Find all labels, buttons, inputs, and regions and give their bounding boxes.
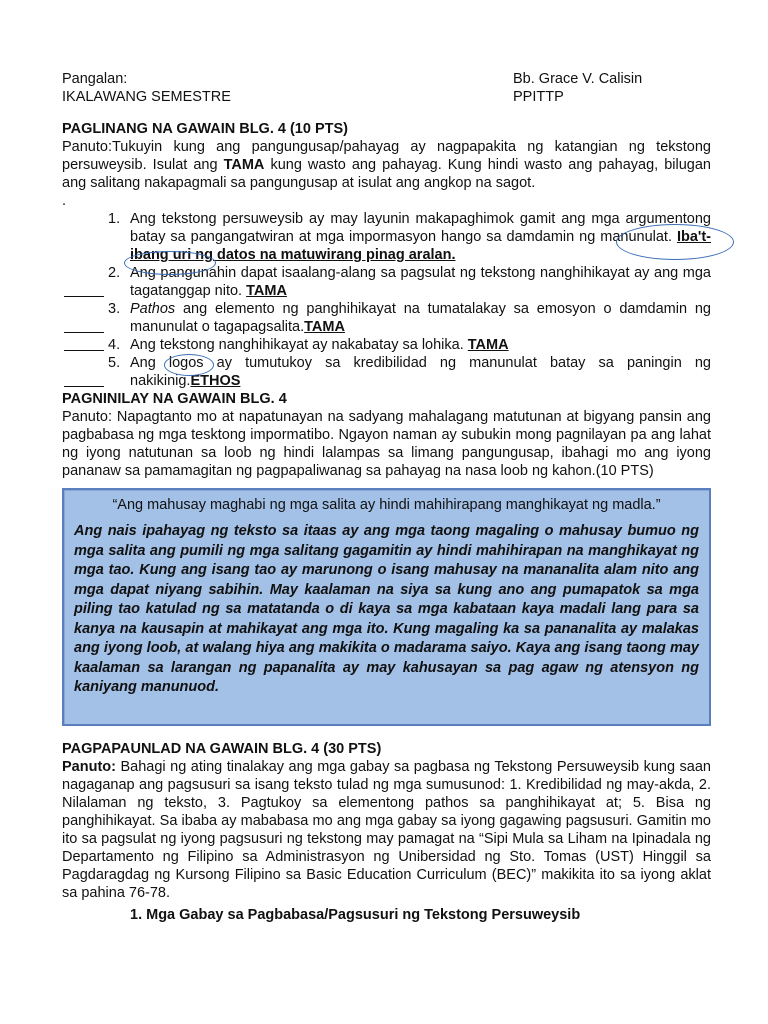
section1-instructions: Panuto:Tukuyin kung ang pangungusap/pahayag ay nagpapakita ng katangian ng tekstong persuweysib. Isulat ang TAMA kung wasto ang pahayag. Kung hindi wasto ang pahayag, bilugan ang salitang nakapagmali sa pangungusap at isulat ang angkop na sagot. [62,139,711,191]
list-item: 2. Ang pangunahin dapat isaalang-alang sa pagsulat ng tekstong nanghihikayat ay ang mga tagatanggap nito. TAMA [62,264,711,300]
section2-instructions: Panuto: Napagtanto mo at napatunayan na sadyang mahalagang matutunan at bigyang pansin ang pagbabasa ng mga tesktong impormatibo. Ngayon naman ay subukin mong pagnilayan pa ang lahat ng iyong natutunan sa loob ng hindi lalampas sa limang pangungusap, ibahagi mo ang iyong pananaw sa pamamagitan ng pagpapaliwanag sa pahayag na nasa loob ng kahon.(10 PTS) [62,409,711,479]
essay-answer: Ang nais ipahayag ng teksto sa itaas ay ang mga taong magaling o mahusay bumuo ng mga salita ang pumili ng mga salitang gagamitin ay hindi mahihirapan na manghikayat ng mga tao. Kung ang isang tao ay marunong o isang mahusay na mananalita alam nito ang mga dapat niyang sabihin. May kaalaman na siya sa kung ano ang pumapatok sa mga piling tao katulad ng sa matatanda o di kaya sa mga kabataan kaya madali lang para sa kanya na kausapin at mahikayat ang mga ito. Kung magaling ka sa pananalita ay malakas ang iyong loob, at walang hiya ang makikita o madarama saiyo. Kaya ang isang taong may kaalaman sa larangan ng papanalita ay may kahusayan sa pag agaw ng atensyon ng kaniyang manunuod. [74,523,699,695]
reflection-box [62,488,711,726]
list-item: 4. Ang tekstong nanghihikayat ay nakabatay sa lohika. TAMA [62,336,711,354]
section2-title: PAGNINILAY NA GAWAIN BLG. 4 [62,391,287,407]
list-item: 5. Ang logos ay tumutukoy sa kredibilidad ng manunulat batay sa paningin ng nakikinig.ETHOS [62,354,711,390]
answer: TAMA [467,337,509,353]
list-item: 1. Ang tekstong persuweysib ay may layunin makapaghimok gamit ang mga argumentong batay sa pangangatwiran at mga impormasyon hango sa damdamin ng manunulat. Iba't-ibang uri ng datos na matuwirang pinag aralan. [108,211,711,263]
section3-title: PAGPAPAUNLAD NA GAWAIN BLG. 4 (30 PTS) [62,740,382,757]
answer-blank [64,350,104,351]
document-header [62,70,711,106]
answer-blank [64,332,104,333]
course-code: PPITTP [513,89,564,105]
list-item: 3. Pathos ang elemento ng panghihikayat na tumatalakay sa emosyon o damdamin ng manunulat o tagapagsalita.TAMA [62,300,711,336]
teacher-name: Bb. Grace V. Calisin [513,71,643,87]
document-page [62,70,711,924]
true-false-list [62,210,711,390]
answer-blank [64,296,104,297]
section1-title: PAGLINANG NA GAWAIN BLG. 4 (10 PTS) [62,121,348,137]
stray-dot: . [62,193,67,209]
semester-label: IKALAWANG SEMESTRE [62,89,231,105]
section3-instructions: Panuto: Bahagi ng ating tinalakay ang mga gabay sa pagbasa ng Tekstong Persuweysib kung saan nagaganap ang pagsusuri sa isang teksto tulad ng mga sumusunod: 1. Kredibilidad ng may-akda, 2. Nilalaman ng teksto, 3. Pagtukoy sa elementong pathos sa panghihikayat at; 5. Bisa ng panghihikayat. Sa ibaba ay mababasa mo ang mga gabay sa iyong gagawing pagsusuri. Gamitin mo ito sa pagsulat ng iyong pagsusuri ng tekstong may pamagat na “Sipi Mula sa Liham na Ipinadala ng Departamento ng Filipino sa Administrasyon ng Unibersidad ng Sto. Tomas (UST) Hinggil sa Pagdaragdag ng Kursong Filipino sa Basic Education Curriculum (BEC)” makikita ito sa iyong aklat sa pahina 76-78. [62,758,711,901]
answer: TAMA [246,283,287,299]
name-label: Pangalan: [62,71,128,87]
answer: ETHOS [190,373,241,389]
answer: Iba't-ibang uri ng datos na matuwirang pinag aralan. [130,229,711,263]
quote-text: “Ang mahusay maghabi ng mga salita ay hindi mahihirapang manghikayat ng madla.” [112,497,661,513]
answer: TAMA [304,319,345,335]
guide-subheading: 1. Mga Gabay sa Pagbabasa/Pagsusuri ng Tekstong Persuweysib [130,906,581,923]
answer-blank [64,386,104,387]
